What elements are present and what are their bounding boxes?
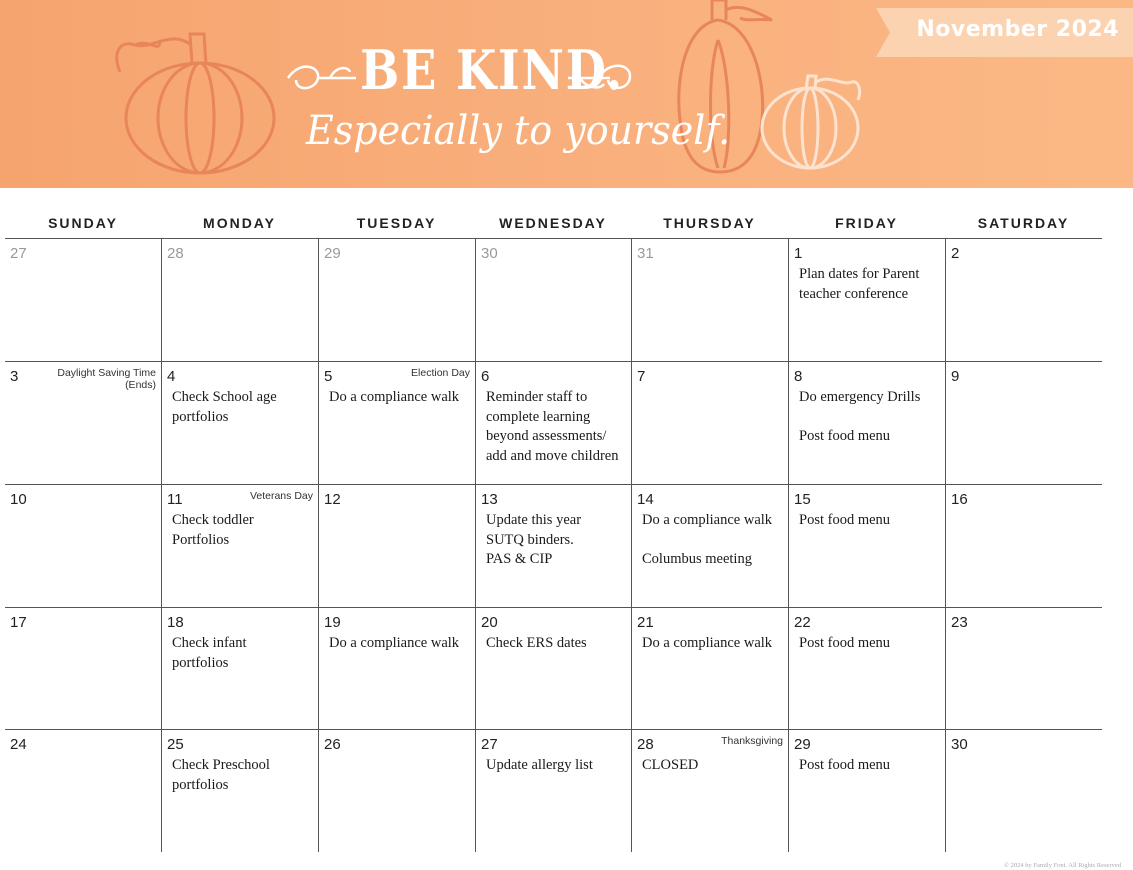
- day-cell[interactable]: [945, 239, 1102, 362]
- event-item[interactable]: Check infant portfolios: [172, 635, 247, 671]
- event-item[interactable]: Do a compliance walk: [642, 635, 773, 651]
- event-item[interactable]: Do a compliance walk: [329, 389, 460, 405]
- event-list: [486, 756, 627, 776]
- holiday-label: Veterans Day: [249, 490, 313, 502]
- event-item[interactable]: Check Preschool portfolios: [172, 757, 270, 793]
- day-number: 20: [481, 614, 498, 631]
- event-list: [799, 634, 941, 654]
- day-cell[interactable]: [631, 608, 788, 730]
- day-number: 27: [481, 736, 498, 753]
- day-number: 6: [481, 368, 490, 385]
- event-list: [642, 511, 784, 570]
- day-cell[interactable]: [631, 239, 788, 362]
- day-cell[interactable]: [5, 608, 161, 730]
- day-cell[interactable]: [161, 608, 318, 730]
- small-pumpkin-icon: [762, 76, 860, 168]
- day-cell[interactable]: [161, 485, 318, 608]
- day-cell[interactable]: [161, 362, 318, 485]
- day-cell[interactable]: [788, 485, 945, 608]
- day-cell[interactable]: [318, 608, 475, 730]
- day-cell[interactable]: [788, 362, 945, 485]
- weekday-header-friday: FRIDAY: [835, 215, 898, 231]
- event-list: [642, 634, 784, 654]
- event-item[interactable]: Plan dates for Parent teacher conference: [799, 266, 920, 302]
- day-number: 25: [167, 736, 184, 753]
- day-number: 28: [637, 736, 654, 753]
- day-number: 5: [324, 368, 333, 385]
- day-number: 19: [324, 614, 341, 631]
- event-list: [172, 511, 314, 550]
- day-cell[interactable]: [788, 239, 945, 362]
- day-number: 16: [951, 491, 968, 508]
- day-cell[interactable]: [161, 730, 318, 852]
- event-item[interactable]: Check ERS dates: [486, 635, 587, 651]
- event-list: [172, 634, 314, 673]
- day-cell[interactable]: [945, 608, 1102, 730]
- banner-subline: Especially to yourself.: [306, 108, 731, 154]
- day-number: 14: [637, 491, 654, 508]
- day-cell[interactable]: [945, 485, 1102, 608]
- day-number: 17: [10, 614, 27, 631]
- event-item[interactable]: Reminder staff to complete learning beyond assessments/ add and move children: [486, 389, 619, 464]
- event-list: [486, 634, 627, 654]
- day-number: 7: [637, 368, 646, 385]
- day-cell[interactable]: [945, 362, 1102, 485]
- day-number: 27: [10, 245, 27, 262]
- event-list: [486, 388, 627, 466]
- day-number: 24: [10, 736, 27, 753]
- event-item[interactable]: Update this year SUTQ binders. PAS & CIP: [486, 512, 582, 567]
- day-cell[interactable]: [631, 485, 788, 608]
- event-list: [799, 388, 941, 447]
- day-cell[interactable]: [788, 608, 945, 730]
- day-number: 26: [324, 736, 341, 753]
- day-number: 31: [637, 245, 654, 262]
- weekday-header-wednesday: WEDNESDAY: [499, 215, 607, 231]
- day-number: 21: [637, 614, 654, 631]
- event-list: [329, 634, 471, 654]
- holiday-label: Thanksgiving: [721, 735, 783, 747]
- day-cell[interactable]: [318, 239, 475, 362]
- calendar-grid: [5, 238, 1102, 852]
- day-number: 11: [167, 491, 183, 508]
- day-cell[interactable]: [318, 362, 475, 485]
- event-item[interactable]: Columbus meeting: [642, 551, 752, 567]
- day-number: 8: [794, 368, 803, 385]
- weekday-header-thursday: THURSDAY: [663, 215, 756, 231]
- event-item[interactable]: Check toddler Portfolios: [172, 512, 254, 548]
- event-item[interactable]: Do a compliance walk: [329, 635, 460, 651]
- event-item[interactable]: Post food menu: [799, 428, 891, 444]
- day-number: 12: [324, 491, 341, 508]
- day-number: 13: [481, 491, 498, 508]
- day-cell[interactable]: [631, 730, 788, 852]
- day-number: 4: [167, 368, 176, 385]
- header-banner: [0, 0, 1133, 188]
- event-item[interactable]: Update allergy list: [486, 757, 593, 773]
- day-cell[interactable]: [475, 239, 631, 362]
- day-cell[interactable]: [945, 730, 1102, 852]
- day-cell[interactable]: [475, 485, 631, 608]
- day-number: 15: [794, 491, 811, 508]
- day-cell[interactable]: [318, 485, 475, 608]
- weekday-header-saturday: SATURDAY: [977, 215, 1070, 231]
- day-cell[interactable]: [475, 608, 631, 730]
- event-list: [486, 511, 627, 570]
- event-list: [642, 756, 784, 776]
- day-cell[interactable]: [5, 362, 161, 485]
- copyright-footer: © 2024 by Family Font. All Rights Reserved: [1004, 862, 1121, 869]
- day-cell[interactable]: [5, 485, 161, 608]
- day-number: 30: [951, 736, 968, 753]
- day-cell[interactable]: [631, 362, 788, 485]
- day-cell[interactable]: [475, 362, 631, 485]
- day-number: 23: [951, 614, 968, 631]
- weekday-header-tuesday: TUESDAY: [356, 215, 437, 231]
- weekday-header-sunday: SUNDAY: [48, 215, 118, 231]
- day-cell[interactable]: [161, 239, 318, 362]
- day-number: 3: [10, 368, 19, 385]
- day-number: 1: [794, 245, 803, 262]
- event-item[interactable]: CLOSED: [642, 757, 699, 773]
- day-number: 10: [10, 491, 27, 508]
- event-item[interactable]: Post food menu: [799, 512, 891, 528]
- day-number: 29: [794, 736, 811, 753]
- weekday-header-row: [5, 212, 1102, 238]
- day-cell[interactable]: [788, 730, 945, 852]
- day-number: 22: [794, 614, 811, 631]
- event-list: [799, 265, 941, 304]
- day-number: 28: [167, 245, 184, 262]
- weekday-header-monday: MONDAY: [203, 215, 276, 231]
- day-number: 30: [481, 245, 498, 262]
- event-list: [329, 388, 471, 408]
- holiday-label: Election Day: [411, 367, 470, 379]
- banner-headline: BE KIND.: [360, 38, 624, 102]
- month-title: November 2024: [916, 17, 1119, 42]
- day-cell[interactable]: [5, 239, 161, 362]
- day-number: 9: [951, 368, 960, 385]
- day-cell[interactable]: [5, 730, 161, 852]
- event-list: [172, 756, 314, 795]
- event-item[interactable]: Post food menu: [799, 635, 891, 651]
- event-item[interactable]: Check School age portfolios: [172, 389, 277, 425]
- month-ribbon: [876, 8, 1133, 57]
- event-list: [799, 511, 941, 531]
- event-list: [172, 388, 314, 427]
- event-item[interactable]: Post food menu: [799, 757, 891, 773]
- day-number: 29: [324, 245, 341, 262]
- day-number: 2: [951, 245, 960, 262]
- holiday-label: Daylight Saving Time (Ends): [57, 367, 156, 391]
- event-item[interactable]: Do emergency Drills: [799, 389, 921, 405]
- day-number: 18: [167, 614, 184, 631]
- day-cell[interactable]: [475, 730, 631, 852]
- event-item[interactable]: Do a compliance walk: [642, 512, 773, 528]
- event-list: [799, 756, 941, 776]
- pumpkin-icon: [117, 34, 274, 173]
- day-cell[interactable]: [318, 730, 475, 852]
